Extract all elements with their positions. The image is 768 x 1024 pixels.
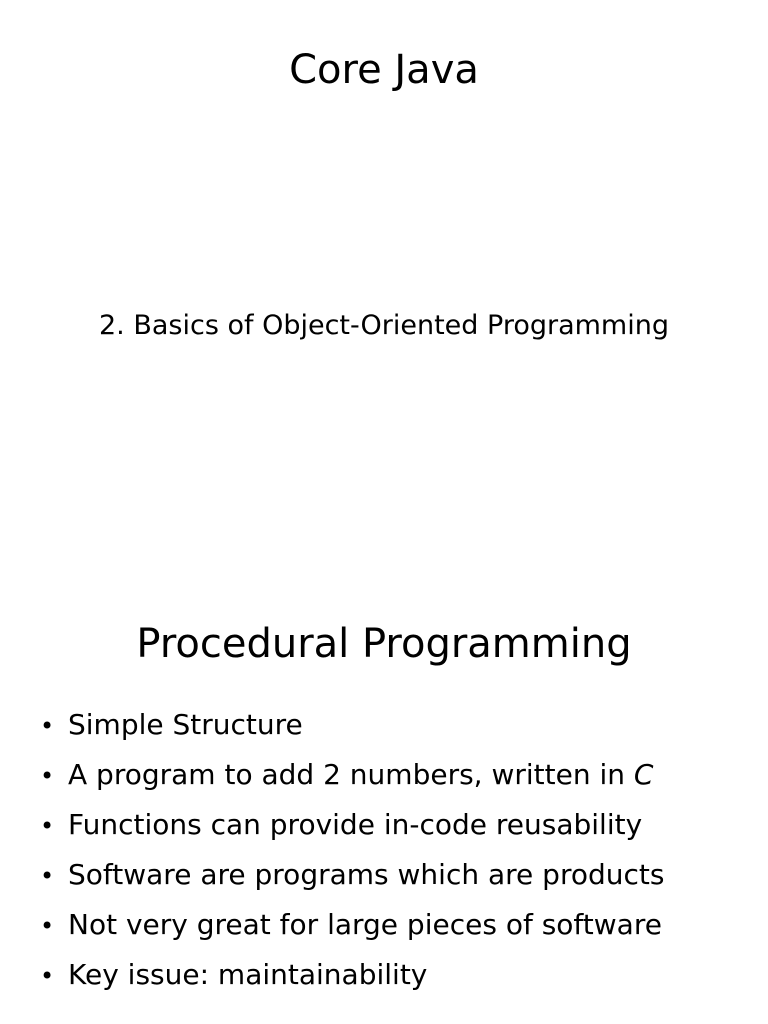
bullet-dot-icon: • <box>40 762 55 790</box>
bullet-text: Simple Structure <box>68 708 303 741</box>
bullet-text: Key issue: maintainability <box>68 958 428 991</box>
bullet-text: Not very great for large pieces of software <box>68 908 662 941</box>
slide-subtitle: 2. Basics of Object-Oriented Programming <box>99 310 669 341</box>
bullet-text <box>68 750 653 800</box>
bullet-dot-icon: • <box>40 812 55 840</box>
section-heading: Procedural Programming <box>136 621 632 667</box>
slide-title: Core Java <box>289 47 479 93</box>
bullet-dot-icon: • <box>40 712 55 740</box>
bullet-item <box>40 900 760 950</box>
bullet-list <box>40 700 760 1000</box>
bullet-text-main: A program to add 2 numbers, written in <box>68 758 634 791</box>
bullet-dot-icon: • <box>40 862 55 890</box>
bullet-item <box>40 950 760 1000</box>
bullet-item <box>40 700 760 750</box>
bullet-item <box>40 850 760 900</box>
bullet-dot-icon: • <box>40 912 55 940</box>
bullet-text: Software are programs which are products <box>68 858 665 891</box>
bullet-item <box>40 800 760 850</box>
bullet-text: Functions can provide in-code reusability <box>68 808 643 841</box>
bullet-item <box>40 750 760 800</box>
bullet-text-emphasis: C <box>633 758 654 791</box>
bullet-dot-icon: • <box>40 962 55 990</box>
